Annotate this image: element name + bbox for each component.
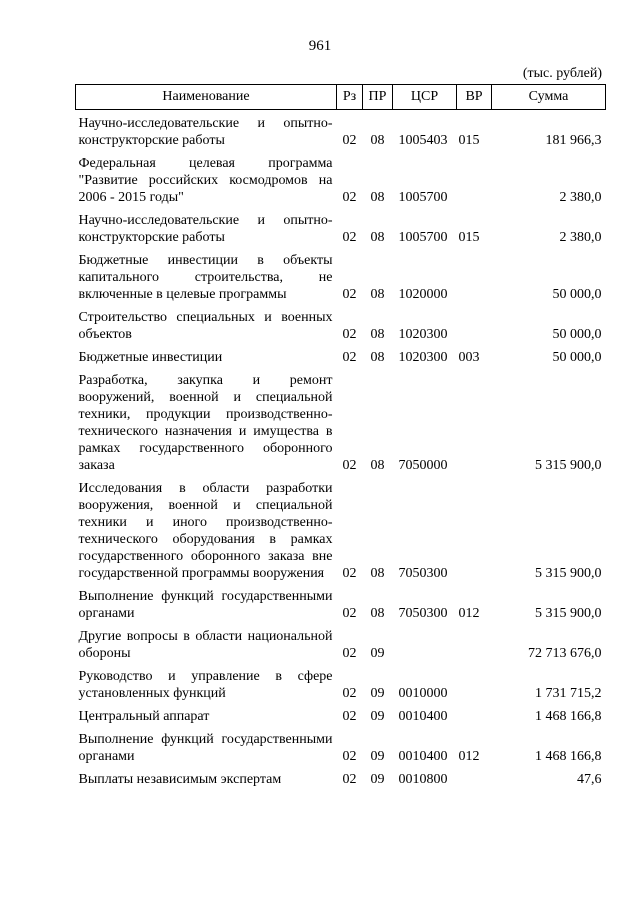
- cell-name: Разработка, закупка и ремонт вооружений, военной и специальной техники, продукции производственно-технического назначения и имущества в рамках государственного оборонного заказа: [78, 373, 333, 473]
- cell-rz: 02: [342, 646, 357, 661]
- cell-rz: 02: [342, 772, 357, 787]
- cell-csr: 0010400: [398, 749, 448, 764]
- cell-vr: [457, 368, 492, 476]
- cell-vr: [457, 151, 492, 208]
- cell-name: Руководство и управление в сфере установленных функций: [78, 669, 333, 701]
- cell-vr: [457, 664, 492, 704]
- cell-csr: 7050300: [398, 606, 448, 621]
- cell-rz: 02: [342, 133, 357, 148]
- cell-csr: 7050300: [398, 566, 448, 581]
- cell-vr: 003: [458, 350, 480, 365]
- cell-name: Исследования в области разработки вооружения, военной и специальной техники и иного производственно-технического оборудования в рамках государственного оборонного заказа вне государственной программы вооружения: [78, 481, 333, 581]
- cell-csr: [393, 624, 457, 664]
- cell-csr: 1005700: [398, 190, 448, 205]
- cell-sum: 5 315 900,0: [535, 458, 602, 473]
- cell-vr: 012: [458, 606, 480, 621]
- cell-sum: 1 468 166,8: [535, 709, 602, 724]
- cell-name: Выполнение функций государственными органами: [78, 589, 333, 621]
- cell-pr: 09: [370, 749, 385, 764]
- cell-sum: 1 468 166,8: [535, 749, 602, 764]
- cell-name: Другие вопросы в области национальной обороны: [78, 629, 333, 661]
- cell-sum: 2 380,0: [559, 230, 602, 245]
- cell-csr: 1020000: [398, 287, 448, 302]
- budget-table: [75, 84, 606, 790]
- cell-vr: [457, 704, 492, 727]
- cell-pr: 08: [370, 566, 385, 581]
- cell-vr: [457, 476, 492, 584]
- cell-name: Центральный аппарат: [78, 709, 210, 724]
- table-body: [76, 110, 606, 791]
- table-row: [76, 727, 606, 767]
- cell-csr: 1020300: [398, 327, 448, 342]
- cell-rz: 02: [342, 606, 357, 621]
- cell-rz: 02: [342, 566, 357, 581]
- cell-name: Научно-исследовательские и опытно-конструкторские работы: [78, 213, 333, 245]
- cell-rz: 02: [342, 350, 357, 365]
- cell-rz: 02: [342, 709, 357, 724]
- cell-sum: 5 315 900,0: [535, 566, 602, 581]
- cell-pr: 08: [370, 350, 385, 365]
- cell-vr: 015: [458, 133, 480, 148]
- cell-name: Бюджетные инвестиции: [78, 350, 223, 365]
- cell-rz: 02: [342, 749, 357, 764]
- cell-rz: 02: [342, 327, 357, 342]
- cell-csr: 1005700: [398, 230, 448, 245]
- page-number: 961: [308, 38, 332, 54]
- table-row: [76, 151, 606, 208]
- cell-vr: 012: [458, 749, 480, 764]
- cell-pr: 09: [370, 709, 385, 724]
- cell-csr: 0010400: [398, 709, 448, 724]
- cell-name: Бюджетные инвестиции в объекты капитального строительства, не включенные в целевые программы: [78, 253, 333, 302]
- cell-sum: 72 713 676,0: [528, 646, 602, 661]
- table-row: [76, 767, 606, 790]
- cell-pr: 09: [370, 686, 385, 701]
- header-rz: Рз: [337, 85, 363, 110]
- cell-rz: 02: [342, 458, 357, 473]
- cell-pr: 08: [370, 287, 385, 302]
- table-row: [76, 110, 606, 152]
- cell-csr: 7050000: [398, 458, 448, 473]
- table-row: [76, 624, 606, 664]
- cell-sum: 50 000,0: [552, 350, 602, 365]
- cell-name: Федеральная целевая программа "Развитие российских космодромов на 2006 - 2015 годы": [78, 156, 333, 205]
- table-row: [76, 305, 606, 345]
- cell-pr: 08: [370, 133, 385, 148]
- cell-pr: 08: [370, 230, 385, 245]
- units-label: (тыс. рублей): [522, 66, 602, 81]
- cell-vr: 015: [458, 230, 480, 245]
- cell-vr: [457, 248, 492, 305]
- cell-name: Научно-исследовательские и опытно-конструкторские работы: [78, 116, 333, 148]
- cell-name: Выплаты независимым экспертам: [78, 772, 282, 787]
- cell-sum: 5 315 900,0: [535, 606, 602, 621]
- cell-rz: 02: [342, 287, 357, 302]
- table-row: [76, 664, 606, 704]
- cell-rz: 02: [342, 190, 357, 205]
- header-name: Наименование: [76, 85, 337, 110]
- cell-name: Строительство специальных и военных объектов: [78, 310, 333, 342]
- table-row: [76, 248, 606, 305]
- cell-pr: 09: [370, 772, 385, 787]
- cell-vr: [457, 305, 492, 345]
- table-row: [76, 345, 606, 368]
- cell-sum: 1 731 715,2: [535, 686, 602, 701]
- cell-pr: 08: [370, 606, 385, 621]
- cell-sum: 50 000,0: [552, 327, 602, 342]
- table-row: [76, 476, 606, 584]
- cell-csr: 0010800: [398, 772, 448, 787]
- cell-csr: 1020300: [398, 350, 448, 365]
- table-row: [76, 584, 606, 624]
- cell-name: Выполнение функций государственными органами: [78, 732, 333, 764]
- cell-csr: 0010000: [398, 686, 448, 701]
- cell-pr: 08: [370, 190, 385, 205]
- cell-sum: 47,6: [577, 772, 602, 787]
- cell-sum: 50 000,0: [552, 287, 602, 302]
- cell-vr: [457, 624, 492, 664]
- table-row: [76, 704, 606, 727]
- header-pr: ПР: [363, 85, 393, 110]
- cell-vr: [457, 767, 492, 790]
- cell-rz: 02: [342, 686, 357, 701]
- header-sum: Сумма: [492, 85, 606, 110]
- cell-pr: 08: [370, 327, 385, 342]
- table-row: [76, 368, 606, 476]
- header-csr: ЦСР: [393, 85, 457, 110]
- header-vr: ВР: [457, 85, 492, 110]
- cell-csr: 1005403: [398, 133, 448, 148]
- table-row: [76, 208, 606, 248]
- cell-rz: 02: [342, 230, 357, 245]
- cell-pr: 08: [370, 458, 385, 473]
- table-header-row: [76, 85, 606, 110]
- cell-sum: 181 966,3: [545, 133, 602, 148]
- cell-pr: 09: [370, 646, 385, 661]
- cell-sum: 2 380,0: [559, 190, 602, 205]
